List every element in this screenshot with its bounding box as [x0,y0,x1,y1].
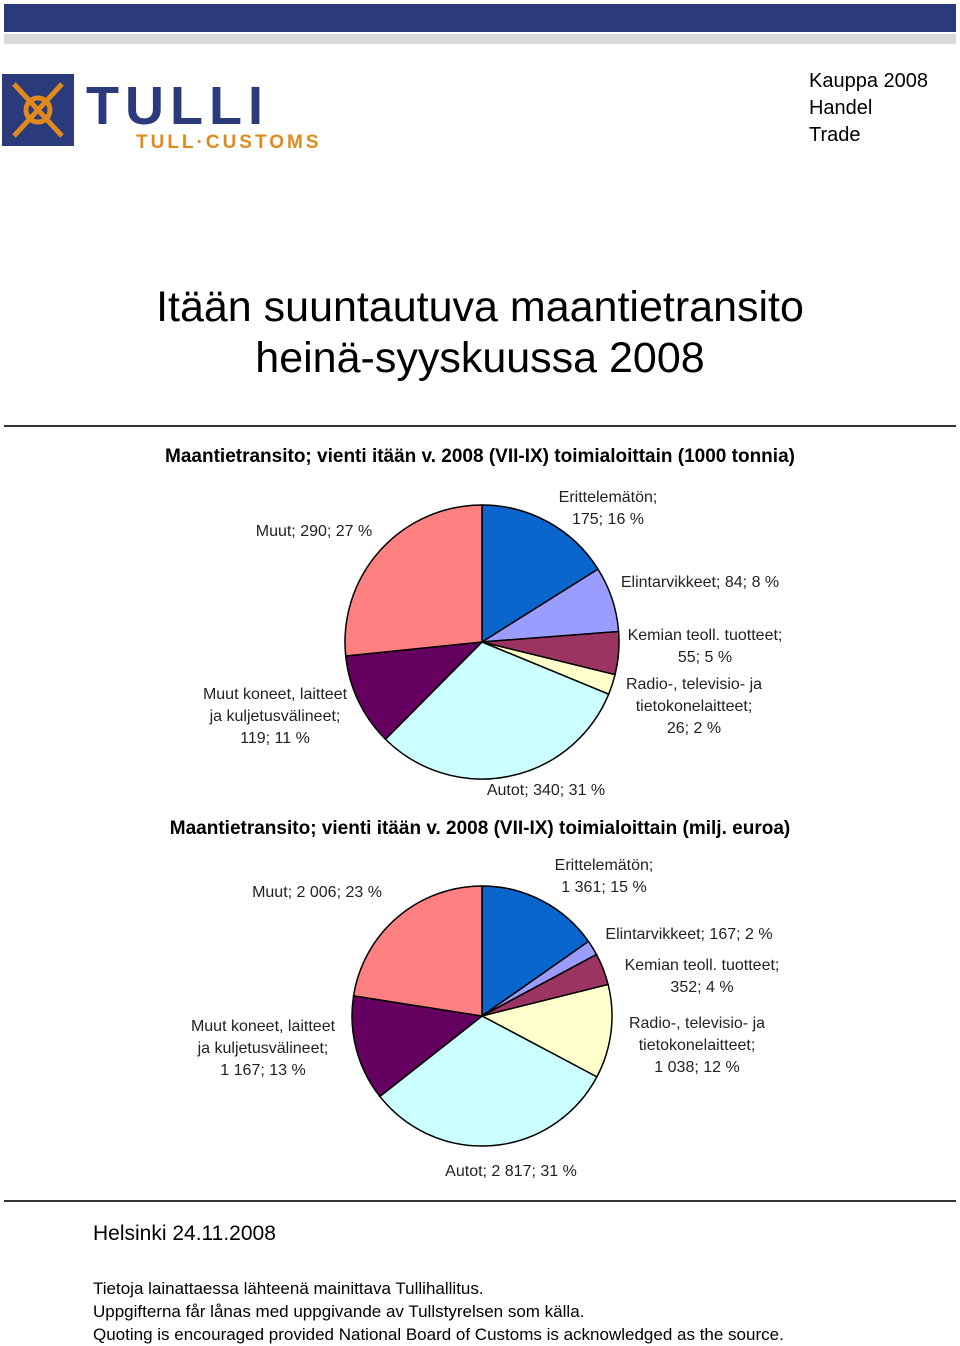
slice-label: Autot; 340; 31 % [486,782,606,799]
publication-date: Helsinki 24.11.2008 [93,1222,276,1245]
publication-category [809,68,928,149]
slice-label: Erittelemätön; 1 361; 15 % [554,857,654,896]
slice-label: Kemian teoll. tuotteet; 352; 4 % [624,957,780,996]
source-notice-fi: Tietoja lainattaessa lähteenä mainittava Tullihallitus. [93,1279,484,1298]
source-notice [93,1277,784,1346]
pie-chart-tonnes [0,480,960,810]
slice-label: Radio-, televisio- ja tietokonelaitteet; 1 038; 12 % [628,1015,766,1076]
slice-label: Kemian teoll. tuotteet; 55; 5 % [627,627,783,666]
slice-label: Elintarvikkeet; 167; 2 % [605,926,773,943]
category-line-en: Trade [808,124,861,146]
slice-label: Muut; 2 006; 23 % [252,884,382,901]
slice-label: Muut koneet, laitteet ja kuljetusvälineet; 1 167; 13 % [190,1018,336,1079]
slice-label: Erittelemätön; 175; 16 % [558,489,658,528]
divider [4,425,956,427]
page-title-line-1: Itään suuntautuva maantietransito [156,283,804,331]
page-title-line-2: heinä-syyskuussa 2008 [255,334,705,382]
top-banner-stripe [4,34,956,44]
page-title [0,282,960,384]
slice-label: Radio-, televisio- ja tietokonelaitteet; 26; 2 % [625,676,763,737]
slice-label: Elintarvikkeet; 84; 8 % [620,574,780,591]
chart-title-tonnes: Maantietransito; vienti itään v. 2008 (VII-IX) toimialoittain (1000 tonnia) [165,446,795,467]
category-line-sv: Handel [808,97,873,119]
source-notice-en: Quoting is encouraged provided National Board of Customs is acknowledged as the source. [93,1325,784,1344]
chart-title-euros: Maantietransito; vienti itään v. 2008 (VII-IX) toimialoittain (milj. euroa) [169,818,791,839]
pie-slice [354,886,482,1016]
pie-chart-euros [0,852,960,1192]
slice-label: Muut; 290; 27 % [255,523,373,540]
source-notice-sv: Uppgifterna får lånas med uppgivande av Tullstyrelsen som källa. [93,1302,585,1321]
slice-label: Muut koneet, laitteet ja kuljetusvälineet; 119; 11 % [202,686,348,747]
slice-label: Autot; 2 817; 31 % [445,1163,577,1180]
tulli-logo [2,64,362,160]
logo-wordmark: TULLI [86,76,269,136]
top-banner-bar [4,4,956,32]
category-line-fi: Kauppa 2008 [808,70,928,92]
footer-divider [4,1200,956,1202]
logo-subtext: TULL·CUSTOMS [136,132,322,153]
